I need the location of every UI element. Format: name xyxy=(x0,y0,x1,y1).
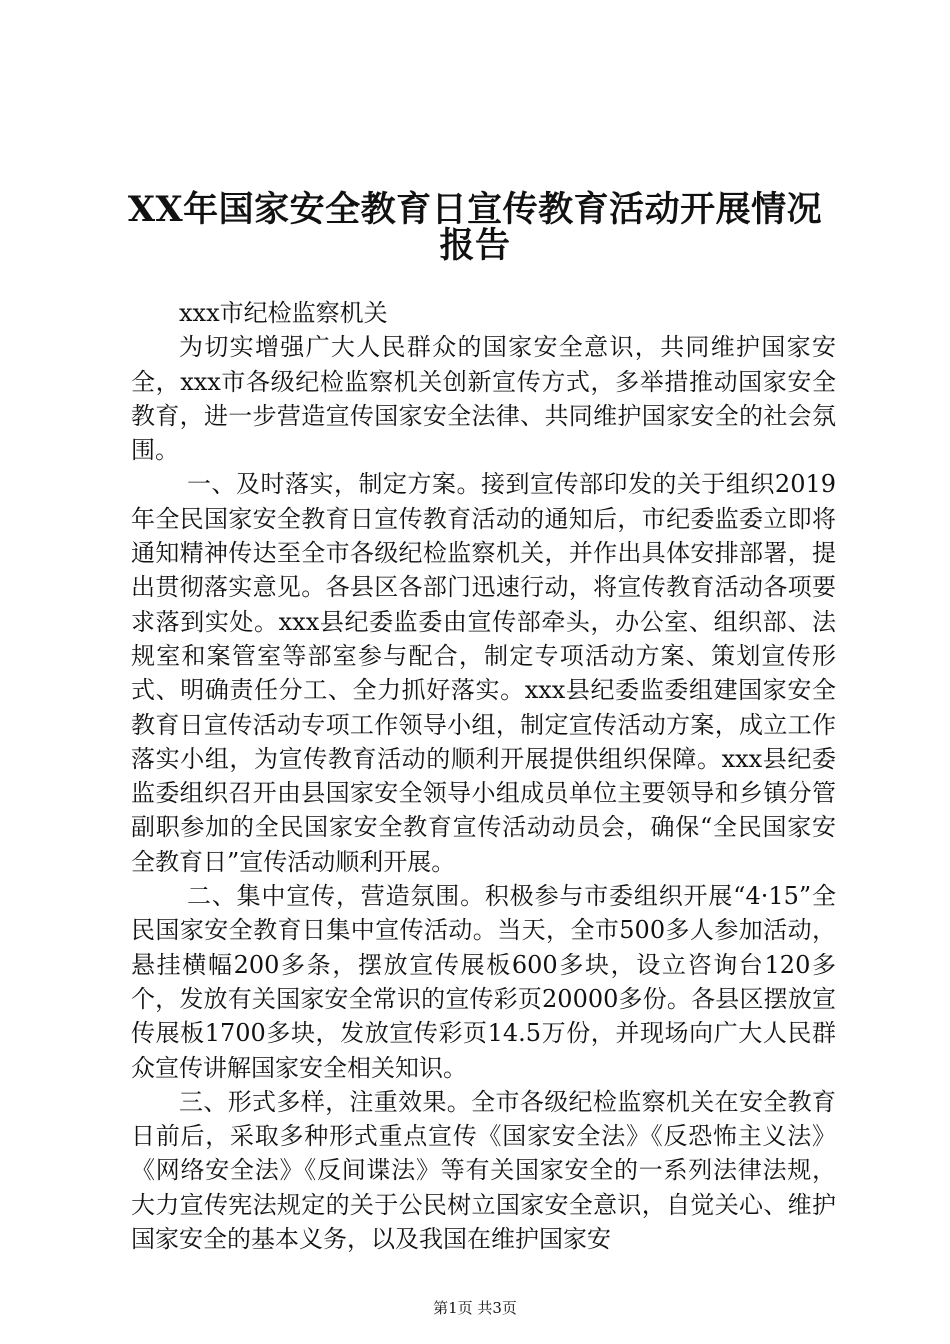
paragraph-intro: 为切实增强广大人民群众的国家安全意识，共同维护国家安全，xxx市各级纪检监察机关创新宣传方式，多举措推动国家安全教育，进一步营造宣传国家安全法律、共同维护国家安全的社会氛围。 xyxy=(131,333,836,465)
page-footer: 第1页 共3页 xyxy=(433,1299,517,1317)
organization-name: xxx市纪检监察机关 xyxy=(179,299,388,327)
paragraph-section-2: 二、集中宣传，营造氛围。积极参与市委组织开展“4·15”全民国家安全教育日集中宣传活动。当天，全市500多人参加活动，悬挂横幅200多条，摆放宣传展板600多块，设立咨询台120多个，发放有关国家安全常识的宣传彩页20000多份。各县区摆放宣传展板1700多块，发放宣传彩页14.5万份，并现场向广大人民群众宣传讲解国家安全相关知识。 xyxy=(131,882,836,1082)
document-title-line-2: 报告 xyxy=(439,225,511,266)
paragraph-section-1: 一、及时落实，制定方案。接到宣传部印发的关于组织2019年全民国家安全教育日宣传教育活动的通知后，市纪委监委立即将通知精神传达至全市各级纪检监察机关，并作出具体安排部署，提出贯彻落实意见。各县区各部门迅速行动，将宣传教育活动各项要求落到实处。xxx县纪委监委由宣传部牵头，办公室、组织部、法规室和案管室等部室参与配合，制定专项活动方案、策划宣传形式、明确责任分工、全力抓好落实。xxx县纪委监委组建国家安全教育日宣传活动专项工作领导小组，制定宣传活动方案，成立工作落实小组，为宣传教育活动的顺利开展提供组织保障。xxx县纪委监委组织召开由县国家安全领导小组成员单位主要领导和乡镇分管副职参加的全民国家安全教育宣传活动动员会，确保“全民国家安全教育日”宣传活动顺利开展。 xyxy=(131,470,836,876)
paragraph-section-3: 三、形式多样，注重效果。全市各级纪检监察机关在安全教育日前后，采取多种形式重点宣传《国家安全法》《反恐怖主义法》《网络安全法》《反间谍法》等有关国家安全的一系列法律法规，大力宣传宪法规定的关于公民树立国家安全意识，自觉关心、维护国家安全的基本义务，以及我国在维护国家安 xyxy=(131,1087,836,1254)
document-title-line-1: XX年国家安全教育日宣传教育活动开展情况 xyxy=(127,189,823,230)
document-body xyxy=(131,296,836,1256)
